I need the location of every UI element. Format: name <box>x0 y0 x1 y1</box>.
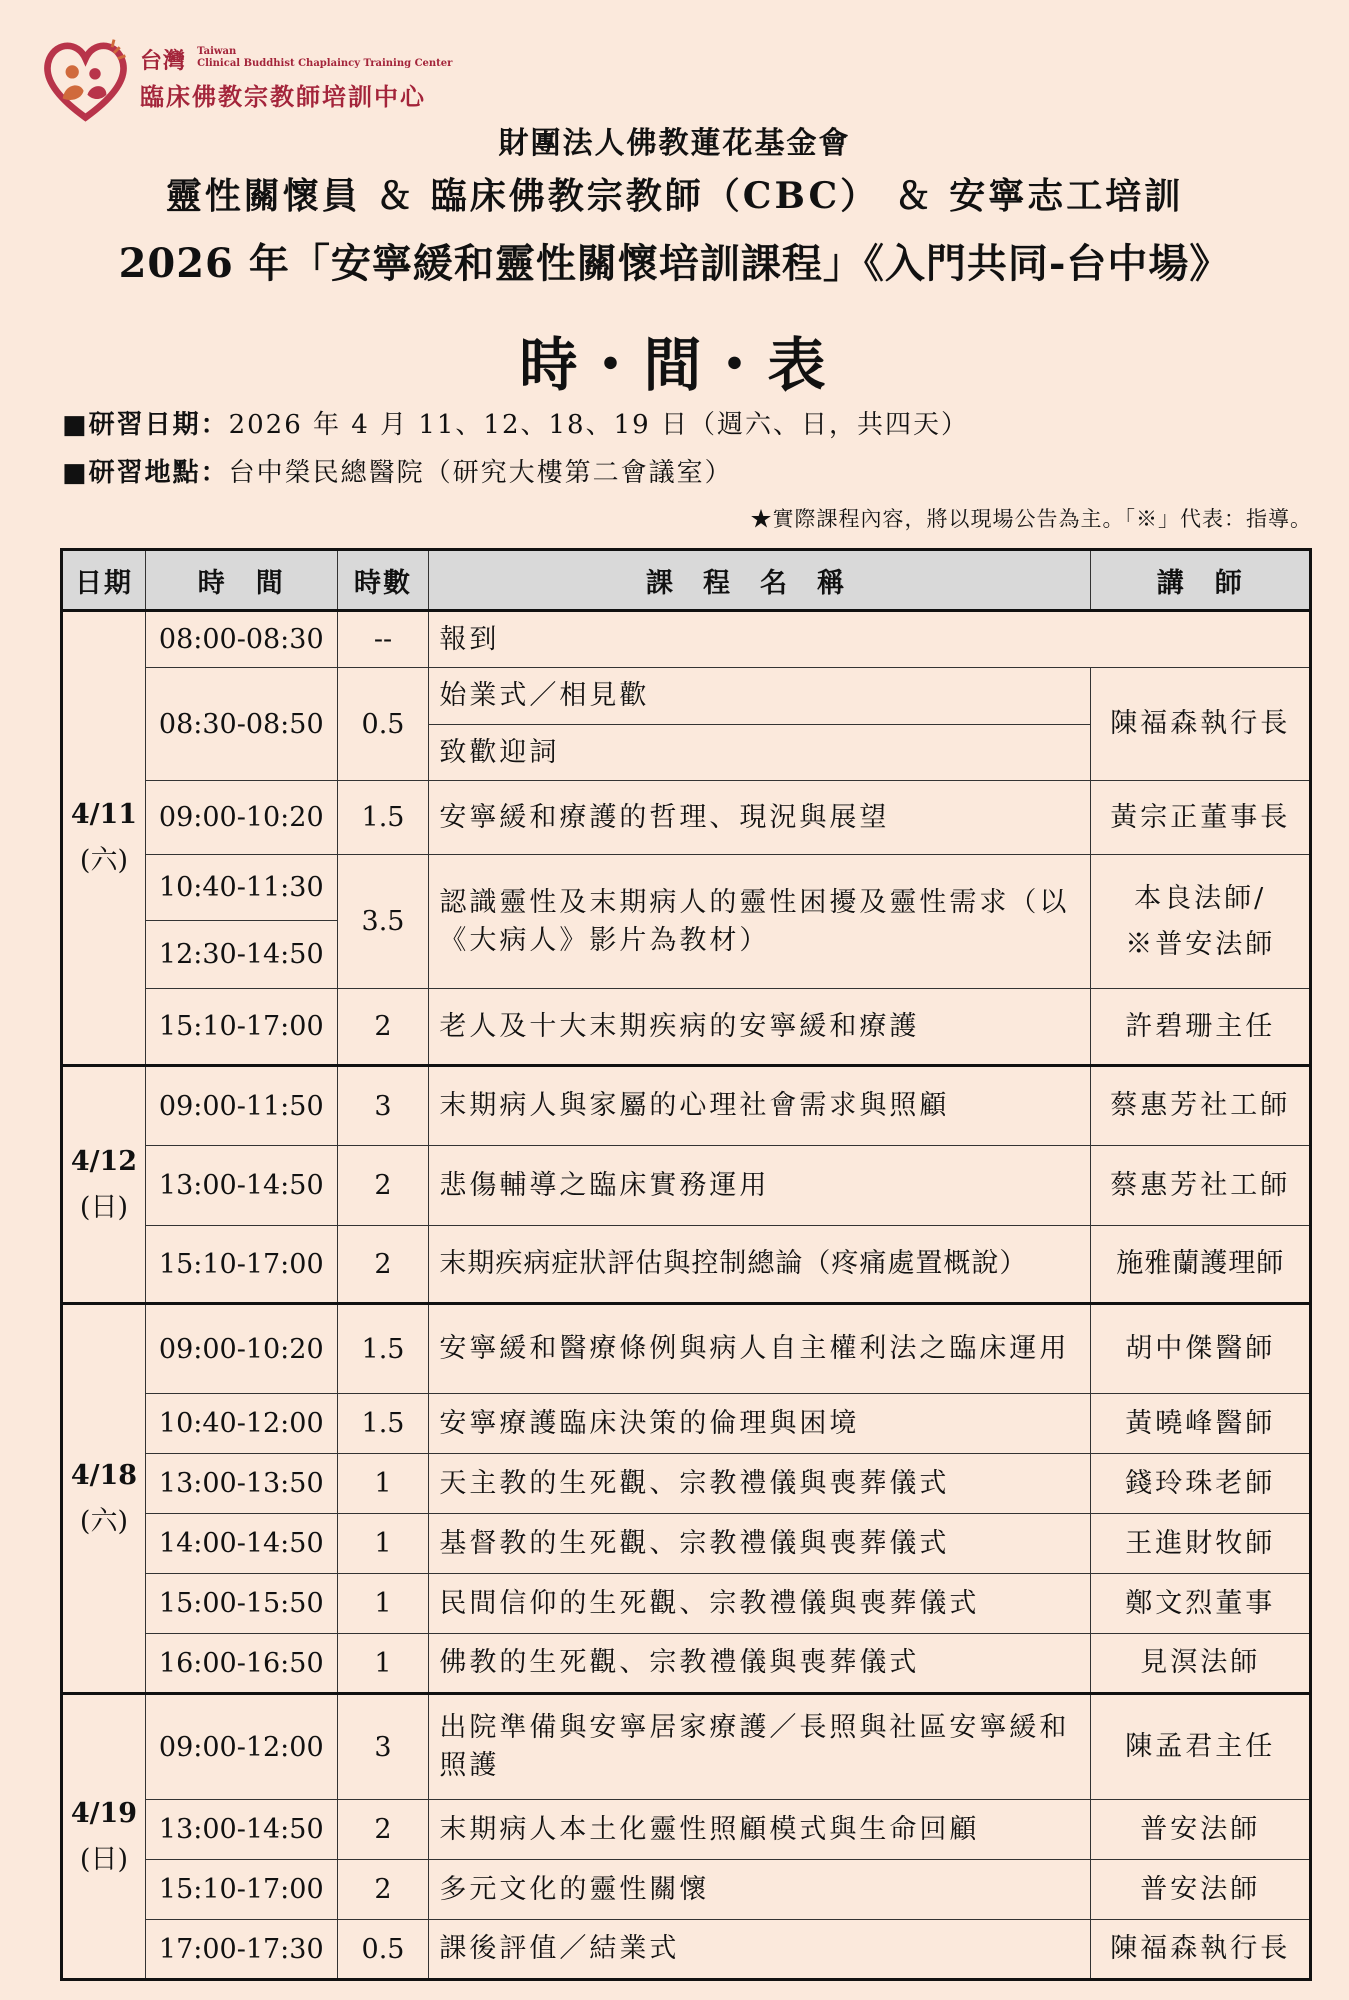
date-label: 4/12 <box>70 1145 138 1177</box>
table-row <box>62 668 1311 725</box>
teacher-cell <box>1091 855 1311 989</box>
hours-cell: 1 <box>337 1514 429 1574</box>
heart-figures-icon <box>38 32 133 127</box>
time-cell: 15:00-15:50 <box>145 1574 337 1634</box>
table-row <box>62 1304 1311 1394</box>
weekday-label: (六) <box>79 1505 128 1537</box>
table-row <box>62 989 1311 1066</box>
hours-cell: 1 <box>337 1574 429 1634</box>
course-cell: 悲傷輔導之臨床實務運用 <box>429 1146 1091 1226</box>
logo-en <box>197 46 452 70</box>
hours-cell: 2 <box>337 1226 429 1304</box>
date-label: 4/19 <box>70 1797 138 1829</box>
note-text: ★實際課程內容，將以現場公告為主。「※」代表：指導。 <box>750 507 1312 531</box>
hours-cell: 0.5 <box>337 668 429 781</box>
course-cell: 基督教的生死觀、宗教禮儀與喪葬儀式 <box>429 1514 1091 1574</box>
table-row <box>62 855 1311 921</box>
logo-zh-line2: 臨床佛教宗教師培訓中心 <box>140 82 426 111</box>
time-cell: 15:10-17:00 <box>145 989 337 1066</box>
course-cell: 課後評值／結業式 <box>429 1920 1091 1980</box>
time-cell: 13:00-14:50 <box>145 1800 337 1860</box>
time-cell: 10:40-12:00 <box>145 1394 337 1454</box>
table-row <box>62 1226 1311 1304</box>
time-cell: 16:00-16:50 <box>145 1634 337 1694</box>
date-cell <box>62 1066 146 1304</box>
time-cell: 09:00-10:20 <box>145 781 337 855</box>
hours-cell: 2 <box>337 1800 429 1860</box>
teacher-cell: 錢玲珠老師 <box>1091 1454 1311 1514</box>
teacher-name: ※普安法師 <box>1125 928 1276 960</box>
course-cell: 老人及十大末期疾病的安寧緩和療護 <box>429 989 1091 1066</box>
date-label: 4/11 <box>70 799 138 830</box>
time-cell: 09:00-11:50 <box>145 1066 337 1146</box>
date-cell <box>62 1304 146 1694</box>
time-cell: 14:00-14:50 <box>145 1514 337 1574</box>
course-cell: 安寧緩和醫療條例與病人自主權利法之臨床運用 <box>429 1304 1091 1394</box>
time-cell: 13:00-14:50 <box>145 1146 337 1226</box>
course-cell: 認識靈性及末期病人的靈性困擾及靈性需求（以《大病人》影片為教材） <box>429 855 1091 989</box>
table-row <box>62 1146 1311 1226</box>
time-cell: 13:00-13:50 <box>145 1454 337 1514</box>
teacher-cell: 陳福森執行長 <box>1091 1920 1311 1980</box>
course-cell: 末期病人本土化靈性照顧模式與生命回顧 <box>429 1800 1091 1860</box>
place-info <box>62 452 733 489</box>
course-cell: 末期疾病症狀評估與控制總論（疼痛處置概說） <box>429 1226 1091 1304</box>
table-row <box>62 1574 1311 1634</box>
teacher-cell: 見溟法師 <box>1091 1634 1311 1694</box>
teacher-cell: 蔡惠芳社工師 <box>1091 1146 1311 1226</box>
table-row <box>62 781 1311 855</box>
hours-cell: 1.5 <box>337 781 429 855</box>
time-cell: 10:40-11:30 <box>145 855 337 921</box>
time-cell: 15:10-17:00 <box>145 1226 337 1304</box>
time-cell: 08:00-08:30 <box>145 611 337 668</box>
header-hours: 時數 <box>337 550 429 611</box>
course-cell: 始業式／相見歡 <box>429 668 1091 725</box>
time-cell: 12:30-14:50 <box>145 921 337 989</box>
table-row <box>62 1394 1311 1454</box>
date-info <box>62 404 969 441</box>
date-cell <box>62 611 146 1066</box>
table-row <box>62 1860 1311 1920</box>
table-header-row <box>62 550 1311 611</box>
table-row <box>62 611 1311 668</box>
teacher-cell: 普安法師 <box>1091 1800 1311 1860</box>
time-cell: 09:00-12:00 <box>145 1694 337 1800</box>
course-cell: 出院準備與安寧居家療護／長照與社區安寧緩和照護 <box>429 1694 1091 1800</box>
logo-en-line1: Taiwan <box>197 46 237 57</box>
teacher-name: 本良法師/ <box>1134 882 1267 914</box>
time-cell: 17:00-17:30 <box>145 1920 337 1980</box>
hours-cell: 1 <box>337 1454 429 1514</box>
teacher-cell: 施雅蘭護理師 <box>1091 1226 1311 1304</box>
date-label: ■研習日期： <box>62 410 229 440</box>
course-cell: 安寧療護臨床決策的倫理與困境 <box>429 1394 1091 1454</box>
hours-cell: 1.5 <box>337 1394 429 1454</box>
teacher-cell: 蔡惠芳社工師 <box>1091 1066 1311 1146</box>
course-title: 2026 年「安寧緩和靈性關懷培訓課程」《入門共同-台中場》 <box>118 240 1231 287</box>
header-time: 時 間 <box>145 550 337 611</box>
course-cell: 佛教的生死觀、宗教禮儀與喪葬儀式 <box>429 1634 1091 1694</box>
organization-title: 財團法人佛教蓮花基金會 <box>498 126 851 161</box>
time-cell: 15:10-17:00 <box>145 1860 337 1920</box>
hours-cell: 1 <box>337 1634 429 1694</box>
teacher-cell: 鄭文烈董事 <box>1091 1574 1311 1634</box>
hours-cell: 2 <box>337 1146 429 1226</box>
logo-zh-line1: 台灣 <box>140 48 187 74</box>
hours-cell: -- <box>337 611 429 668</box>
header-date: 日期 <box>62 550 146 611</box>
teacher-cell: 王進財牧師 <box>1091 1514 1311 1574</box>
date-value: 2026 年 4 月 11、12、18、19 日（週六、日，共四天） <box>228 410 969 440</box>
course-cell: 末期病人與家屬的心理社會需求與照顧 <box>429 1066 1091 1146</box>
date-cell <box>62 1694 146 1980</box>
header-teacher: 講 師 <box>1091 550 1311 611</box>
logo-text <box>140 44 452 112</box>
date-label: 4/18 <box>70 1459 138 1491</box>
teacher-cell: 普安法師 <box>1091 1860 1311 1920</box>
hours-cell: 2 <box>337 989 429 1066</box>
time-cell: 08:30-08:50 <box>145 668 337 781</box>
page-title: 時・間・表 <box>519 331 830 399</box>
teacher-cell: 陳孟君主任 <box>1091 1694 1311 1800</box>
course-cell: 報到 <box>429 611 1311 668</box>
table-row <box>62 1800 1311 1860</box>
table-row <box>62 1920 1311 1980</box>
hours-cell: 1.5 <box>337 1304 429 1394</box>
teacher-cell: 黃曉峰醫師 <box>1091 1394 1311 1454</box>
schedule-table <box>60 548 1312 1981</box>
hours-cell: 3 <box>337 1694 429 1800</box>
hours-cell: 2 <box>337 1860 429 1920</box>
teacher-cell: 陳福森執行長 <box>1091 668 1311 781</box>
table-row <box>62 1454 1311 1514</box>
hours-cell: 3.5 <box>337 855 429 989</box>
place-label: ■研習地點： <box>62 458 229 488</box>
header-course: 課程名稱 <box>429 550 1091 611</box>
logo-en-line2: Clinical Buddhist Chaplaincy Training Center <box>197 58 453 69</box>
course-cell: 安寧緩和療護的哲理、現況與展望 <box>429 781 1091 855</box>
course-cell: 致歡迎詞 <box>429 725 1091 781</box>
hours-cell: 3 <box>337 1066 429 1146</box>
weekday-label: (日) <box>79 1191 128 1223</box>
time-cell: 09:00-10:20 <box>145 1304 337 1394</box>
place-value: 台中榮民總醫院（研究大樓第二會議室） <box>228 458 733 488</box>
teacher-cell: 胡中傑醫師 <box>1091 1304 1311 1394</box>
weekday-label: (日) <box>79 1843 128 1875</box>
table-row <box>62 1634 1311 1694</box>
hours-cell: 0.5 <box>337 1920 429 1980</box>
course-cell: 民間信仰的生死觀、宗教禮儀與喪葬儀式 <box>429 1574 1091 1634</box>
weekday-label: (六) <box>79 845 128 876</box>
course-cell: 天主教的生死觀、宗教禮儀與喪葬儀式 <box>429 1454 1091 1514</box>
table-row <box>62 1694 1311 1800</box>
course-cell: 多元文化的靈性關懷 <box>429 1860 1091 1920</box>
teacher-cell: 黃宗正董事長 <box>1091 781 1311 855</box>
table-row <box>62 1066 1311 1146</box>
table-row <box>62 1514 1311 1574</box>
program-subtitle: 靈性關懷員 ＆ 臨床佛教宗教師（CBC） ＆ 安寧志工培訓 <box>165 175 1184 217</box>
teacher-cell: 許碧珊主任 <box>1091 989 1311 1066</box>
